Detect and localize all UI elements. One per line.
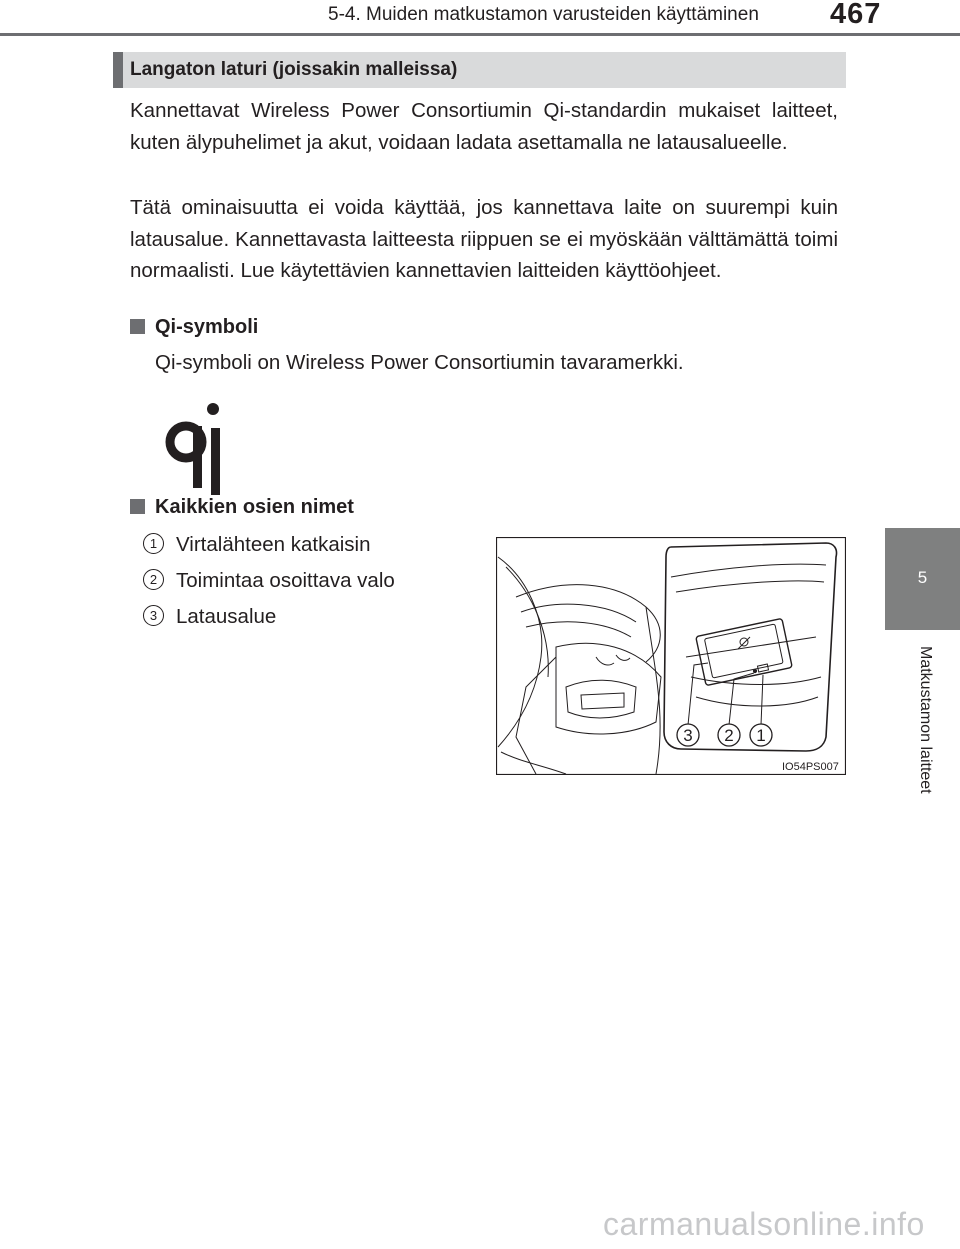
part-number-badge: 2 <box>143 569 164 590</box>
limitation-paragraph: Tätä ominaisuutta ei voida käyttää, jos kannettava laite on suurempi kuin latausalue. Kannettavasta laitteesta riippuen se ei myöskään välttämättä toimi normaalisti. Lue käytettävien kannettavien laitteiden käyttöohjeet. <box>130 196 838 282</box>
part-label: Virtalähteen katkaisin <box>176 533 371 556</box>
callout-label: 1 <box>756 726 766 745</box>
callout-label: 3 <box>683 726 693 745</box>
section-header <box>113 52 846 88</box>
part-label: Toimintaa osoittava valo <box>176 569 395 592</box>
qi-heading-text: Qi-symboli <box>155 316 259 338</box>
chapter-number: 5 <box>917 568 928 587</box>
wireless-charger-illustration <box>496 537 846 775</box>
qi-symbol-heading <box>130 316 258 339</box>
chapter-tab <box>885 528 960 630</box>
parts-heading-text: Kaikkien osien nimet <box>155 496 354 518</box>
page-number: 467 <box>830 0 882 30</box>
header-title: 5-4. Muiden matkustamon varusteiden käyttäminen <box>328 4 759 25</box>
part-number-badge: 3 <box>143 605 164 626</box>
intro-paragraph: Kannettavat Wireless Power Consortiumin Qi-standardin mukaiset laitteet, kuten älypuhelimet ja akut, voidaan ladata asettamalla ne latausalueelle. <box>130 99 838 154</box>
chapter-label: Matkustamon laitteet <box>917 646 934 794</box>
callout-label: 2 <box>724 726 734 745</box>
watermark: carmanualsonline.info <box>603 1206 925 1242</box>
list-item <box>143 569 395 593</box>
square-bullet-icon <box>130 319 145 334</box>
figure-code: IO54PS007 <box>782 761 839 773</box>
qi-logo-icon <box>164 401 228 497</box>
list-item <box>143 605 276 629</box>
qi-description: Qi-symboli on Wireless Power Consortiumin tavaramerkki. <box>155 351 684 374</box>
section-accent-bar <box>113 52 123 88</box>
part-number-badge: 1 <box>143 533 164 554</box>
header-divider <box>0 33 960 36</box>
parts-heading <box>130 496 354 519</box>
section-title: Langaton laturi (joissakin malleissa) <box>130 59 458 80</box>
part-label: Latausalue <box>176 605 277 628</box>
square-bullet-icon <box>130 499 145 514</box>
list-item <box>143 533 371 557</box>
